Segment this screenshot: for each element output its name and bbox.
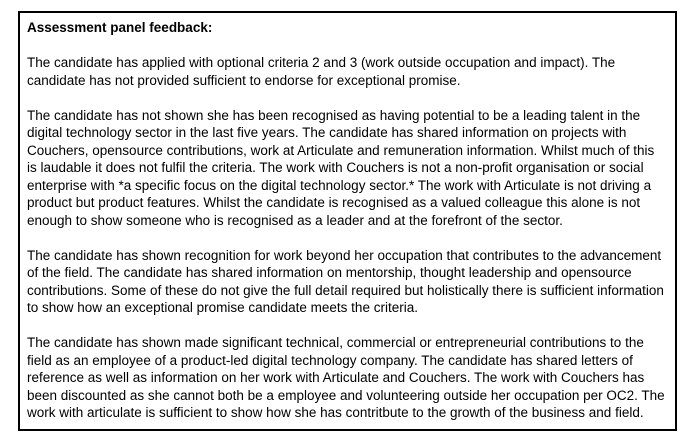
- feedback-paragraph-1: The candidate has applied with optional criteria 2 and 3 (work outside occupation and impact). The candidate has not provided sufficient to endorse for exceptional promise.: [27, 55, 616, 88]
- assessment-feedback-heading: Assessment panel feedback:: [27, 20, 213, 35]
- feedback-paragraph-4: The candidate has shown made significant technical, commercial or entrepreneurial contributions to the field as an employee of a product-led digital technology company. The candidate has shared letters of reference as well as information on her work with Articulate and Couchers. The work with Couchers has been discounted as she cannot both be a employee and volunteering outside her occupation per OC2. The work with articulate is sufficient to show how she has contritbute to the growth of the business and field.: [27, 335, 665, 420]
- feedback-paragraph-3: The candidate has shown recognition for work beyond her occupation that contributes to the advancement of the field. The candidate has shared information on mentorship, thought leadership and opensource contributions. Some of these do not give the full detail required but holistically there is sufficient information to show how an exceptional promise candidate meets the criteria.: [27, 247, 664, 315]
- feedback-paragraph-2: The candidate has not shown she has been recognised as having potential to be a leading talent in the digital technology sector in the last five years. The candidate has shared information on projects with Couchers, opensource contributions, work at Articulate and remuneration information. Whilst much of this is laudable it does not fulfil the criteria. The work with Couchers is not a non-profit organisation or social enterprise with *a specific focus on the digital technology sector.* The work with Articulate is not driving a product but product features. Whilst the candidate is recognised as a valued colleague this alone is not enough to show someone who is recognised as a leader and at the forefront of the sector.: [27, 107, 655, 228]
- assessment-feedback-box: [18, 11, 677, 431]
